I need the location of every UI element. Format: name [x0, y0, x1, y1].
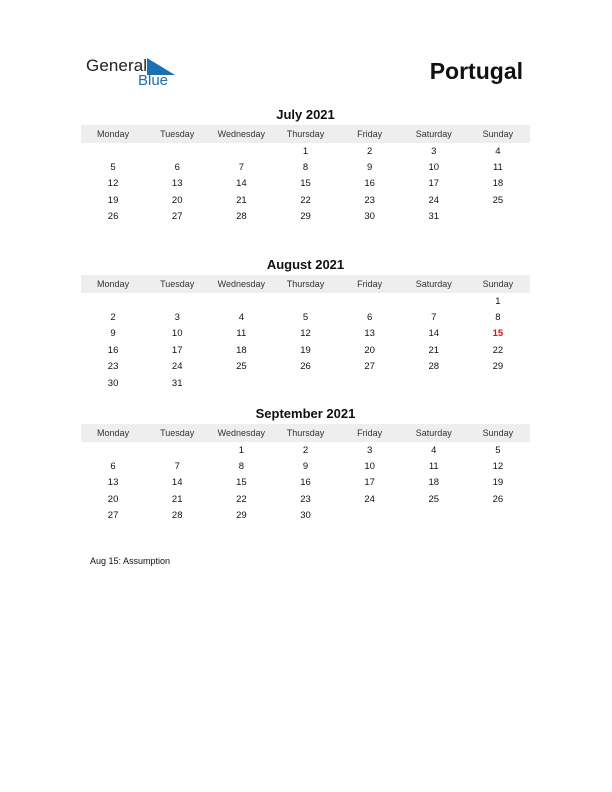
weekday-label: Tuesday	[160, 428, 195, 438]
weekday-label: Monday	[97, 129, 130, 139]
day-cell: 13	[171, 178, 183, 190]
weekday-label: Sunday	[482, 129, 514, 139]
day-cell: 20	[364, 344, 375, 356]
day-cell: 15	[236, 477, 247, 489]
day-cell: 22	[492, 344, 504, 356]
day-cell: 17	[171, 344, 183, 356]
day-cell: 27	[364, 361, 375, 373]
week-row	[81, 491, 530, 507]
month-title: July 2021	[276, 107, 335, 122]
day-cell: 28	[236, 211, 247, 223]
day-cell: 30	[300, 510, 311, 522]
day-cell: 19	[492, 477, 504, 489]
day-cell: 16	[364, 178, 375, 190]
weekday-label: Wednesday	[217, 428, 266, 438]
weekday-label: Wednesday	[217, 279, 266, 289]
generalblue-logo	[86, 56, 186, 92]
day-cell: 11	[236, 328, 247, 340]
day-cell: 14	[171, 477, 183, 489]
logo-text-general: General	[86, 56, 148, 75]
weekday-label: Wednesday	[217, 129, 266, 139]
day-cell: 27	[107, 510, 119, 522]
day-cell: 29	[300, 211, 311, 223]
day-cell: 1	[495, 295, 501, 307]
day-cell: 10	[428, 162, 440, 174]
day-cell: 2	[366, 145, 373, 157]
day-cell: 25	[236, 361, 247, 373]
day-cell: 2	[302, 444, 309, 456]
week-row	[81, 192, 530, 208]
weekday-header-row	[81, 275, 530, 293]
day-cell: 29	[236, 510, 247, 522]
month-july-2021	[81, 106, 530, 225]
day-cell: 20	[171, 194, 183, 206]
day-cell: 10	[364, 461, 375, 473]
month-august-2021	[81, 256, 530, 391]
day-cell: 25	[492, 194, 504, 206]
logo-text-blue: Blue	[138, 72, 169, 89]
day-cell: 28	[171, 510, 183, 522]
day-cell: 11	[428, 461, 439, 473]
day-cell: 21	[171, 493, 183, 505]
day-cell: 5	[110, 162, 116, 174]
weekday-label: Thursday	[286, 428, 325, 438]
day-cell: 29	[492, 361, 504, 373]
week-row	[81, 475, 530, 491]
weekday-header-row	[81, 424, 530, 442]
day-cell: 25	[428, 493, 440, 505]
weekday-label: Tuesday	[160, 129, 195, 139]
day-cell: 12	[492, 461, 504, 473]
day-cell: 5	[302, 312, 309, 324]
month-title: September 2021	[255, 406, 356, 421]
day-cell: 4	[495, 145, 501, 157]
day-cell: 13	[107, 477, 119, 489]
day-cell: 20	[107, 493, 119, 505]
day-cell: 8	[495, 312, 501, 324]
day-cell: 3	[174, 312, 180, 324]
day-cell: 9	[302, 461, 309, 473]
day-cell: 4	[431, 444, 437, 456]
day-cell: 3	[431, 145, 437, 157]
weekday-label: Monday	[97, 428, 130, 438]
day-cell: 17	[364, 477, 375, 489]
week-row	[81, 375, 530, 391]
day-cell: 6	[366, 312, 373, 324]
day-cell: 7	[238, 162, 244, 174]
weekday-label: Saturday	[415, 129, 452, 139]
day-cell: 18	[492, 178, 504, 190]
day-cell: 6	[110, 461, 116, 473]
day-cell: 5	[495, 444, 501, 456]
weekday-label: Sunday	[482, 279, 514, 289]
day-cell: 15	[300, 178, 311, 190]
weekday-label: Thursday	[286, 279, 325, 289]
day-cell: 21	[428, 344, 440, 356]
holiday-day-cell: 15	[492, 328, 504, 340]
day-cell: 16	[300, 477, 311, 489]
day-cell: 14	[236, 178, 247, 190]
day-cell: 24	[364, 493, 375, 505]
day-cell: 19	[107, 194, 119, 206]
day-cell: 30	[107, 377, 119, 389]
day-cell: 30	[364, 211, 375, 223]
day-cell: 8	[238, 461, 244, 473]
week-row	[81, 143, 530, 159]
weekday-header-row	[81, 125, 530, 143]
weekday-label: Saturday	[415, 279, 452, 289]
day-cell: 26	[107, 211, 119, 223]
day-cell: 24	[171, 361, 183, 373]
day-cell: 9	[110, 328, 116, 340]
week-row	[81, 309, 530, 325]
day-cell: 11	[492, 162, 503, 174]
day-cell: 8	[302, 162, 309, 174]
day-cell: 31	[171, 377, 183, 389]
day-cell: 24	[428, 194, 440, 206]
day-cell: 6	[174, 162, 180, 174]
week-row	[81, 209, 530, 225]
week-row	[81, 442, 530, 458]
day-cell: 26	[492, 493, 504, 505]
holiday-notes: Aug 15: Assumption	[90, 556, 171, 566]
day-cell: 31	[428, 211, 440, 223]
week-row	[81, 342, 530, 358]
day-cell: 18	[236, 344, 247, 356]
weekday-label: Sunday	[482, 428, 514, 438]
day-cell: 7	[431, 312, 437, 324]
country-title: Portugal	[429, 58, 523, 84]
day-cell: 9	[366, 162, 373, 174]
day-cell: 16	[107, 344, 119, 356]
week-row	[81, 293, 530, 309]
day-cell: 17	[428, 178, 440, 190]
day-cell: 21	[236, 194, 247, 206]
day-cell: 26	[300, 361, 311, 373]
day-cell: 12	[107, 178, 119, 190]
weekday-label: Saturday	[415, 428, 452, 438]
day-cell: 18	[428, 477, 440, 489]
week-row	[81, 508, 530, 524]
month-september-2021	[81, 405, 530, 524]
month-title: August 2021	[266, 257, 345, 272]
weekday-label: Friday	[357, 428, 383, 438]
day-cell: 12	[300, 328, 311, 340]
day-cell: 13	[364, 328, 375, 340]
week-row	[81, 359, 530, 375]
weekday-label: Friday	[357, 279, 383, 289]
day-cell: 28	[428, 361, 440, 373]
day-cell: 1	[302, 145, 309, 157]
day-cell: 23	[364, 194, 375, 206]
day-cell: 27	[171, 211, 183, 223]
day-cell: 22	[236, 493, 247, 505]
week-row	[81, 176, 530, 192]
day-cell: 14	[428, 328, 440, 340]
weekday-label: Thursday	[286, 129, 325, 139]
day-cell: 10	[171, 328, 183, 340]
day-cell: 2	[110, 312, 116, 324]
day-cell: 4	[238, 312, 244, 324]
day-cell: 3	[366, 444, 373, 456]
day-cell: 7	[174, 461, 180, 473]
weekday-label: Monday	[97, 279, 130, 289]
day-cell: 23	[300, 493, 311, 505]
week-row	[81, 326, 530, 342]
week-row	[81, 458, 530, 474]
day-cell: 23	[107, 361, 119, 373]
week-row	[81, 159, 530, 175]
weekday-label: Friday	[357, 129, 383, 139]
day-cell: 1	[238, 444, 244, 456]
day-cell: 22	[300, 194, 311, 206]
day-cell: 19	[300, 344, 311, 356]
weekday-label: Tuesday	[160, 279, 195, 289]
